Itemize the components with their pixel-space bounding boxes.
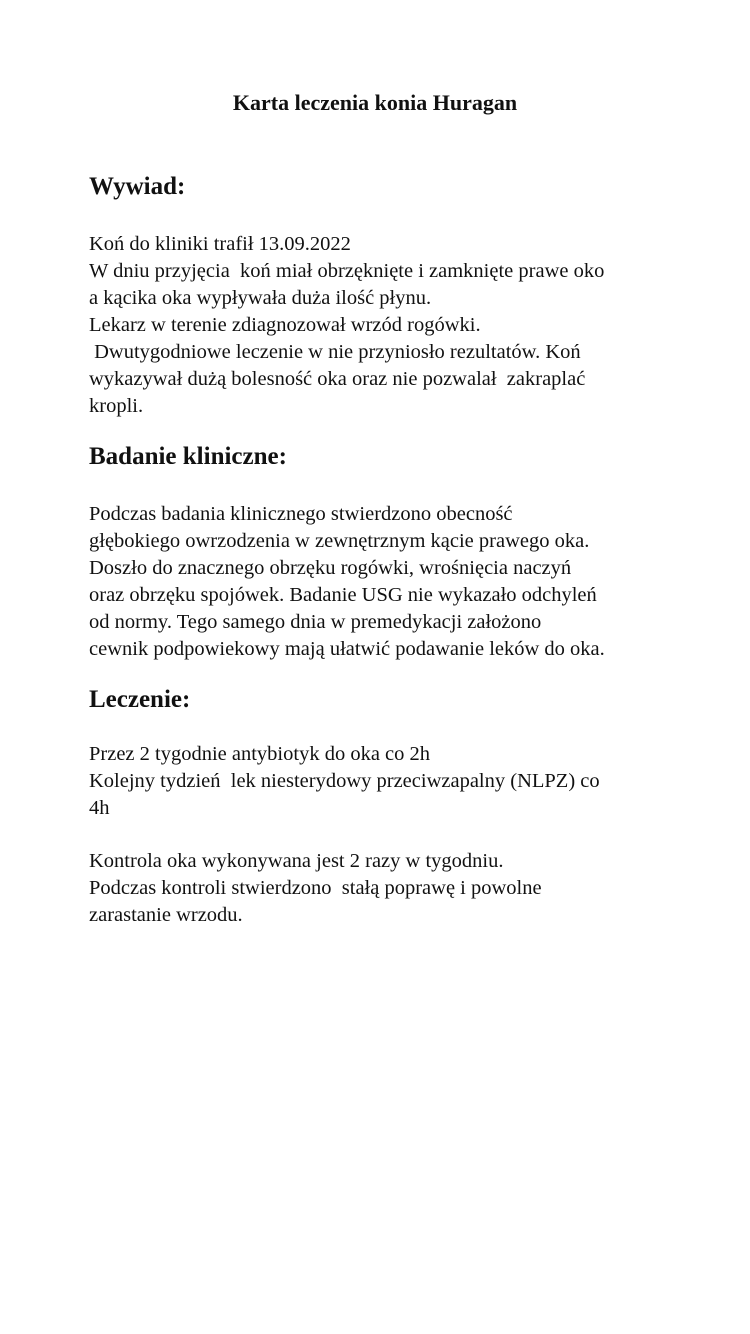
document-title: Karta leczenia konia Huragan [232, 90, 518, 115]
text-line: kropli. [89, 395, 144, 417]
section-text-leczenie [89, 741, 689, 822]
section-heading-wywiad: Wywiad: [89, 173, 186, 200]
text-line: zarastanie wrzodu. [89, 904, 243, 926]
text-line: oraz obrzęku spojówek. Badanie USG nie wykazało odchyleń [89, 584, 597, 606]
text-line: Lekarz w terenie zdiagnozował wrzód rogówki. [89, 314, 481, 336]
text-line: Podczas badania klinicznego stwierdzono obecność [89, 503, 513, 525]
text-line: Przez 2 tygodnie antybiotyk do oka co 2h [89, 743, 431, 765]
section-text-wywiad [89, 231, 689, 420]
text-line: Kolejny tydzień lek niesterydowy przeciwzapalny (NLPZ) co [89, 770, 600, 792]
text-line: 4h [89, 797, 110, 819]
text-line: a kącika oka wypływała duża ilość płynu. [89, 287, 432, 309]
text-line: cewnik podpowiekowy mają ułatwić podawanie leków do oka. [89, 638, 605, 660]
section-heading-badanie: Badanie kliniczne: [89, 443, 287, 470]
text-line: Dwutygodniowe leczenie w nie przyniosło rezultatów. Koń [89, 341, 581, 363]
text-line: W dniu przyjęcia koń miał obrzęknięte i zamknięte prawe oko [89, 260, 605, 282]
text-line: wykazywał dużą bolesność oka oraz nie pozwalał zakraplać [89, 368, 586, 390]
section-text-kontrola [89, 848, 689, 929]
text-line: Podczas kontroli stwierdzono stałą poprawę i powolne [89, 877, 542, 899]
section-heading-leczenie: Leczenie: [89, 686, 191, 713]
section-text-badanie [89, 501, 689, 663]
text-line: od normy. Tego samego dnia w premedykacji założono [89, 611, 542, 633]
text-line: głębokiego owrzodzenia w zewnętrznym kącie prawego oka. [89, 530, 590, 552]
text-line: Koń do kliniki trafił 13.09.2022 [89, 233, 351, 255]
text-line: Doszło do znacznego obrzęku rogówki, wrośnięcia naczyń [89, 557, 572, 579]
text-line: Kontrola oka wykonywana jest 2 razy w tygodniu. [89, 850, 504, 872]
